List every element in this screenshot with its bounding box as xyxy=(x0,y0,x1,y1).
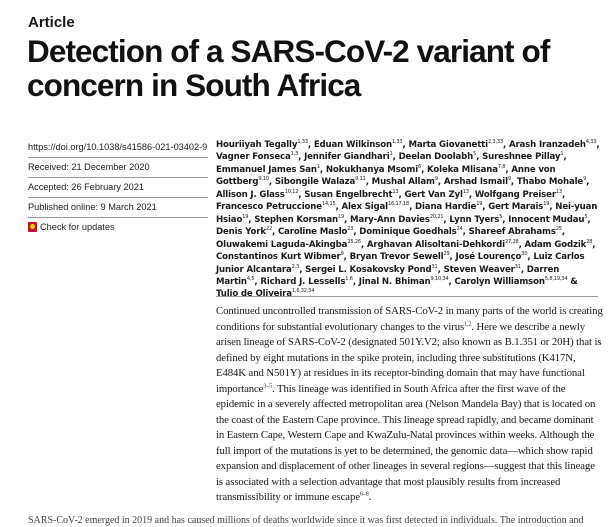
author-affiliation: 13 xyxy=(462,188,469,195)
article-metadata xyxy=(28,138,208,237)
author-name[interactable]: Jennifer Giandhari xyxy=(304,152,390,163)
published-date: Published online: 9 March 2021 xyxy=(28,198,208,218)
author-name[interactable]: Adam Godzik xyxy=(524,239,587,250)
author-affiliation: 1,33 xyxy=(391,139,403,146)
citation-reference[interactable]: 1,2 xyxy=(464,320,472,327)
author-name[interactable]: Mushal Allam xyxy=(371,177,435,188)
author-affiliation: 4,5 xyxy=(246,276,255,283)
author-affiliation: 31 xyxy=(514,263,521,270)
author-affiliation: 9 xyxy=(434,176,438,183)
citation-reference[interactable]: 6–8 xyxy=(359,491,369,498)
author-name[interactable]: Sibongile Walaza xyxy=(274,177,356,188)
author-name[interactable]: Nokukhanya Msomi xyxy=(325,164,419,175)
author-name[interactable]: Stephen Korsman xyxy=(254,214,338,225)
author-affiliation: 31 xyxy=(431,263,438,270)
author-name[interactable]: Marta Giovanetti xyxy=(408,140,488,150)
author-name[interactable]: Darren Martin xyxy=(216,264,560,287)
author-affiliation: 4,33 xyxy=(585,139,597,146)
author-affiliation: 1,6,32,34 xyxy=(291,288,315,295)
author-name[interactable]: Mary-Ann Davies xyxy=(350,214,430,225)
author-affiliation: 19 xyxy=(476,201,483,208)
author-name[interactable]: Eduan Wilkinson xyxy=(313,140,392,150)
check-for-updates-button[interactable] xyxy=(28,218,208,237)
author-name[interactable]: Gert Marais xyxy=(488,202,544,213)
author-affiliation: 1 xyxy=(316,164,320,171)
author-affiliation: 24 xyxy=(456,226,463,233)
paper-title: Detection of a SARS-CoV-2 variant of concern in South Africa xyxy=(27,33,550,103)
author-name[interactable]: Wolfgang Preiser xyxy=(474,189,556,200)
accepted-date: Accepted: 26 February 2021 xyxy=(28,178,208,198)
author-affiliation: 29 xyxy=(443,251,450,258)
author-name[interactable]: Arshad Ismail xyxy=(443,177,508,188)
author-affiliation: 7,8 xyxy=(497,164,506,171)
author-affiliation: 27,28 xyxy=(504,238,519,245)
author-name[interactable]: Koleka Mlisana xyxy=(427,164,498,175)
author-name[interactable]: Denis York xyxy=(216,227,266,238)
author-name[interactable]: Alex Sigal xyxy=(341,202,388,213)
author-affiliation: 1,3 xyxy=(290,151,299,158)
body-text-fragment: SARS-CoV-2 emerged in 2019 and has caused millions of deaths worldwide since it was first detected in individuals. The introduction and xyxy=(28,515,584,526)
author-name[interactable]: Constantinos Kurt Wibmer xyxy=(216,252,341,263)
author-name[interactable]: Steven Weaver xyxy=(443,264,515,275)
author-name[interactable]: Allison J. Glass xyxy=(216,189,285,200)
author-affiliation: 9 xyxy=(340,251,344,258)
author-name[interactable]: Lynn Tyers xyxy=(449,214,500,225)
author-affiliation: 10,12 xyxy=(284,188,299,195)
author-affiliation: 9 xyxy=(507,176,511,183)
author-affiliation: 9,10,34 xyxy=(430,276,449,283)
author-affiliation: 13 xyxy=(555,188,562,195)
author-affiliation: 19 xyxy=(242,213,249,220)
author-name[interactable]: Bryan Trevor Sewell xyxy=(349,252,444,263)
article-type-label: Article xyxy=(28,14,75,31)
abstract-text: . This lineage was identified in South Africa after the first wave of the epidemic in a severely affected metropolitan area (Nelson Mandela Bay) that is located on the coast of the Eastern Cape province. This lineage spread rapidly, and became dominant in Eastern Cape, Western Cape and KwaZulu-Natal provinces within weeks. Although the full import of the mutations is yet to be determined, the genomic data—which show rapid expansion and displacement of other lineages in several regions—suggest that this lineage is associated with a selection advantage that most plausibly results from increased transmissibility or immune escape xyxy=(216,382,596,503)
citation-reference[interactable]: 3–5 xyxy=(263,382,273,389)
author-name[interactable]: Innocent Mudau xyxy=(508,214,585,225)
author-name[interactable]: Francesco Petruccione xyxy=(216,202,322,213)
author-name[interactable]: Emmanuel James San xyxy=(216,164,317,175)
author-affiliation: 9,11 xyxy=(355,176,366,183)
author-name[interactable]: Diana Hardie xyxy=(415,202,477,213)
author-affiliation: 5,8,19,34 xyxy=(544,276,568,283)
author-affiliation: 30 xyxy=(521,251,528,258)
received-date: Received: 21 December 2020 xyxy=(28,158,208,178)
author-name[interactable]: Luiz Carlos Junior Alcantara xyxy=(216,252,585,275)
author-affiliation: 19 xyxy=(543,201,550,208)
author-affiliation: 2,3,33 xyxy=(487,139,503,146)
abstract-text: . Here we describe a newly arisen lineage of SARS-CoV-2 (designated 501Y.V2; also known as B.1.351 or 20H) that is defined by eight mutations in the spike protein, including three substitutions (K417N, E484K and N501Y) at residues in its receptor-binding domain that may have functional importance xyxy=(216,320,602,395)
author-name[interactable]: Arghavan Alisoltani-Dehkordi xyxy=(366,239,505,250)
author-name[interactable]: Gert Van Zyl xyxy=(404,189,463,200)
author-affiliation: 5 xyxy=(584,213,588,220)
author-affiliation: 1 xyxy=(389,151,393,158)
author-name[interactable]: José Lourenço xyxy=(455,252,522,263)
author-affiliation: 5 xyxy=(473,151,477,158)
author-affiliation: 2,3 xyxy=(291,263,300,270)
abstract-text: Continued uncontrolled transmission of SARS-CoV-2 in many parts of the world is creating conditions for substantial evolutionary changes to the virus xyxy=(216,305,603,333)
author-affiliation: 28 xyxy=(586,238,593,245)
author-name[interactable]: Dominique Goedhals xyxy=(359,227,457,238)
author-name[interactable]: Sergei L. Kosakovsky Pond xyxy=(305,264,432,275)
author-affiliation: 22 xyxy=(265,226,272,233)
author-affiliation: 19 xyxy=(337,213,345,220)
author-affiliation: 9,10 xyxy=(258,176,269,183)
author-name[interactable]: Shareef Abrahams xyxy=(468,227,556,238)
author-affiliation: 1 xyxy=(560,151,564,158)
check-for-updates-label: Check for updates xyxy=(40,222,115,232)
author-name[interactable]: Tulio de Oliveira xyxy=(216,289,292,300)
author-name[interactable]: Jinal N. Bhiman xyxy=(358,276,431,287)
author-name[interactable]: Thabo Mohale xyxy=(516,177,584,188)
abstract-divider xyxy=(216,296,598,297)
author-affiliation: 25 xyxy=(555,226,562,233)
author-name[interactable]: Richard J. Lessells xyxy=(260,276,346,287)
doi-link[interactable]: https://doi.org/10.1038/s41586-021-03402-9 xyxy=(28,138,208,158)
abstract-text: . xyxy=(368,491,372,503)
author-affiliation: 16,17,18 xyxy=(387,201,410,208)
abstract xyxy=(216,304,604,506)
author-name[interactable]: Houriiyah Tegally xyxy=(216,140,298,150)
author-name[interactable]: Carolyn Williamson xyxy=(454,276,545,287)
author-name[interactable]: Arash Iranzadeh xyxy=(508,140,586,150)
author-name[interactable]: Sureshnee Pillay xyxy=(482,152,561,163)
author-list: Houriiyah Tegally$^{1,33}$, Eduan Wilkinson$^{1,33}$, Marta Giovanetti$^{2,3,33}$, Arash Iranzadeh$^{4,33}$, Vagner Fonseca$^{1,3}$, Jennifer Giandhari$^1$, Deelan Doolabh$^5$, Sureshnee Pillay$^1$, Emmanuel James San$^1$, Nokukhanya Msomi$^6$, Koleka Mlisana$^{7,8}$, Anne von Gottberg$^{9,10}$, Sibongile Walaza$^{9,11}$, Mushal Allam$^9$, Arshad Ismail$^9$, Thabo Mohale$^9$, Allison J. Glass$^{10,12}$, Susan Engelbrecht$^{13}$, Gert Van Zyl$^{13}$, Wolfgang Preiser$^{13}$, Francesco Petruccione$^{14,15}$, Alex Sigal$^{16,17,18}$, Diana Hardie$^{19}$, Gert Marais$^{19}$, Nei-yuan Hsiao$^{19}$, Stephen Korsman$^{19}$, Mary-Ann Davies$^{20,21}$, Lynn Tyers$^5$, Innocent Mudau$^5$, Denis York$^{22}$, Caroline Maslo$^{23}$, Dominique Goedhals$^{24}$, Shareef Abrahams$^{25}$, Oluwakemi Laguda-Akingba$^{25,26}$, Arghavan Alisoltani-Dehkordi$^{27,28}$, Adam Godzik$^{28}$, Constantinos Kurt Wibmer$^9$, Bryan Trevor Sewell$^{29}$, José Lourenço$^{30}$, Luiz Carlos Junior Alcantara$^{2,3}$, Sergei L. Kosakovsky Pond$^{31}$, Steven Weaver$^{31}$, Darren Martin$^{4,5}$, Richard J. Lessells$^{1,6}$, Jinal N. Bhiman$^{9,10,34}$, Carolyn Williamson$^{5,8,19,34}$ & Tulio de Oliveira$^{1,6,32,34}$ xyxy=(216,139,600,300)
author-name[interactable]: Oluwakemi Laguda-Akingba xyxy=(216,239,348,250)
author-name[interactable]: Nei-yuan Hsiao xyxy=(216,202,598,225)
author-name[interactable]: Anne von Gottberg xyxy=(216,164,556,188)
author-affiliation: 13 xyxy=(392,188,399,195)
author-affiliation: 25,26 xyxy=(347,238,361,245)
author-affiliation: 1,33 xyxy=(297,139,308,146)
author-name[interactable]: Vagner Fonseca xyxy=(216,152,291,163)
author-affiliation: 5 xyxy=(499,213,503,220)
author-affiliation: 14,15 xyxy=(321,201,336,208)
author-affiliation: 23 xyxy=(347,226,354,233)
crossmark-icon xyxy=(28,222,37,232)
author-name[interactable]: Deelan Doolabh xyxy=(398,152,474,163)
author-affiliation: 20,21 xyxy=(429,213,444,220)
author-affiliation: 6 xyxy=(418,164,422,171)
author-affiliation: 9 xyxy=(583,176,587,183)
author-name[interactable]: Susan Engelbrecht xyxy=(304,189,393,200)
author-affiliation: 1,6 xyxy=(345,276,353,283)
author-name[interactable]: Caroline Maslo xyxy=(277,227,348,238)
